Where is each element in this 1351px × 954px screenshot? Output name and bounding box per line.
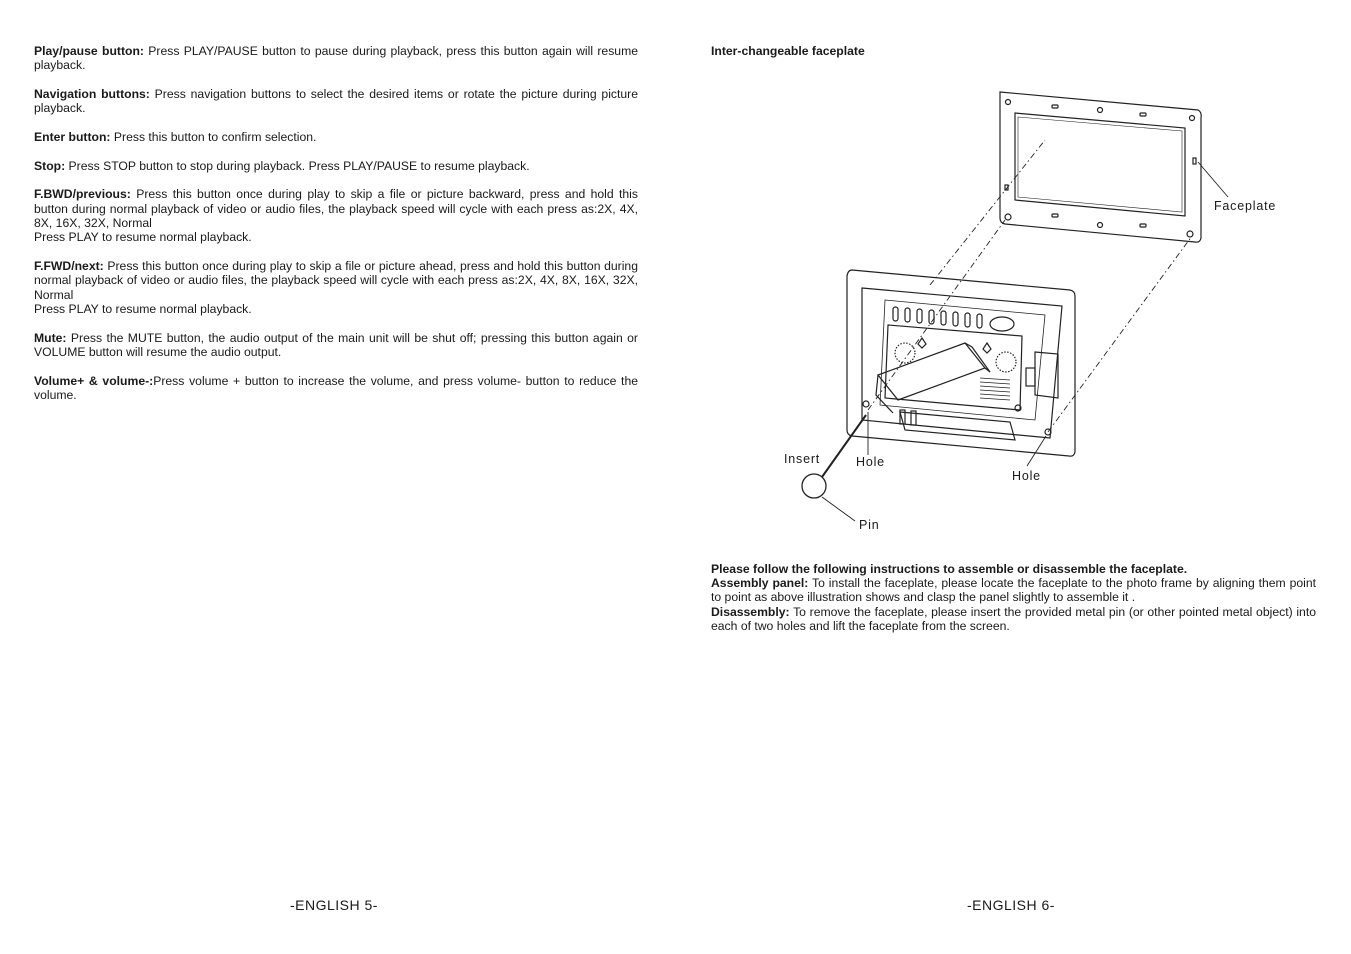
para-enter [34, 130, 638, 144]
desc-play-pause: Press PLAY/PAUSE button to pause during playback, press this button again will resume playback. [34, 44, 638, 73]
para-stop [34, 159, 638, 173]
section-heading: Inter-changeable faceplate [711, 44, 865, 58]
desc-stop: Press STOP button to stop during playback. Press PLAY/PAUSE to resume playback. [65, 158, 530, 173]
term-navigation: Navigation buttons: [34, 87, 150, 101]
desc-volume: Press volume + button to increase the volume, and press volume- button to reduce the volume. [34, 373, 639, 403]
para-volume [34, 374, 638, 403]
left-page-content [34, 44, 638, 417]
term-fbwd: F.BWD/previous: [34, 187, 131, 202]
assembly-text: To install the faceplate, please locate the faceplate to the photo frame by aligning them point to point as above illustration shows and clasp the panel slightly to assemble it . [711, 576, 1316, 605]
desc-mute: Press the MUTE button, the audio output of the main unit will be shut off; pressing this button again or VOLUME button will resume the audio output. [34, 330, 638, 360]
term-enter: Enter button: [34, 130, 111, 144]
desc-ffwd: Press this button once during play to skip a file or picture ahead, press and hold this button during normal playback of video or audio files, the playback speed will cycle with each press as:2X, 4X, 8X, 16X, 32X, Normal [34, 259, 638, 302]
para-play-pause [34, 44, 638, 73]
term-stop: Stop: [34, 158, 66, 173]
para-mute [34, 331, 638, 360]
faceplate-illustration [1000, 92, 1201, 242]
para-ffwd [34, 259, 638, 317]
pin-icon [802, 474, 826, 498]
para-navigation [34, 87, 638, 116]
pin-label: Pin [859, 518, 880, 532]
page-number-left: -ENGLISH 5- [290, 897, 378, 913]
instructions-heading-text: Please follow the following instructions to assemble or disassemble the faceplate. [711, 562, 1188, 576]
faceplate-diagram [770, 80, 1290, 540]
faceplate-label: Faceplate [1214, 199, 1277, 213]
desc-enter: Press this button to confirm selection. [110, 130, 317, 144]
assembly-instructions [711, 562, 1316, 633]
instructions-heading [711, 562, 1316, 576]
term-play-pause: Play/pause button: [34, 44, 144, 58]
disassembly-text: To remove the faceplate, please insert the provided metal pin (or other pointed metal object) into each of two holes and lift the faceplate from the screen. [711, 604, 1316, 633]
term-ffwd: F.FWD/next: [34, 259, 104, 273]
hole-label-left: Hole [856, 455, 885, 469]
term-mute: Mute: [34, 330, 67, 345]
para-fbwd [34, 187, 638, 245]
note-fbwd: Press PLAY to resume normal playback. [34, 230, 252, 245]
desc-navigation: Press navigation buttons to select the desired items or rotate the picture during picture playback. [34, 87, 639, 116]
photo-frame-illustration [847, 270, 1075, 456]
right-page-header [711, 44, 1316, 58]
assembly-paragraph [711, 576, 1316, 604]
note-ffwd: Press PLAY to resume normal playback. [34, 302, 252, 317]
disassembly-paragraph [711, 605, 1316, 633]
insert-label: Insert [784, 452, 821, 466]
term-volume: Volume+ & volume-: [34, 373, 154, 388]
desc-fbwd: Press this button once during play to skip a file or picture backward, press and hold this button during normal playback of video or audio files, the playback speed will cycle with each press as:2X, 4X, 8X, 16X, 32X, Normal [34, 187, 638, 230]
disassembly-term: Disassembly: [711, 604, 790, 619]
page-number-right: -ENGLISH 6- [967, 897, 1055, 913]
hole-label-right: Hole [1012, 469, 1041, 483]
assembly-term: Assembly panel: [711, 576, 809, 591]
